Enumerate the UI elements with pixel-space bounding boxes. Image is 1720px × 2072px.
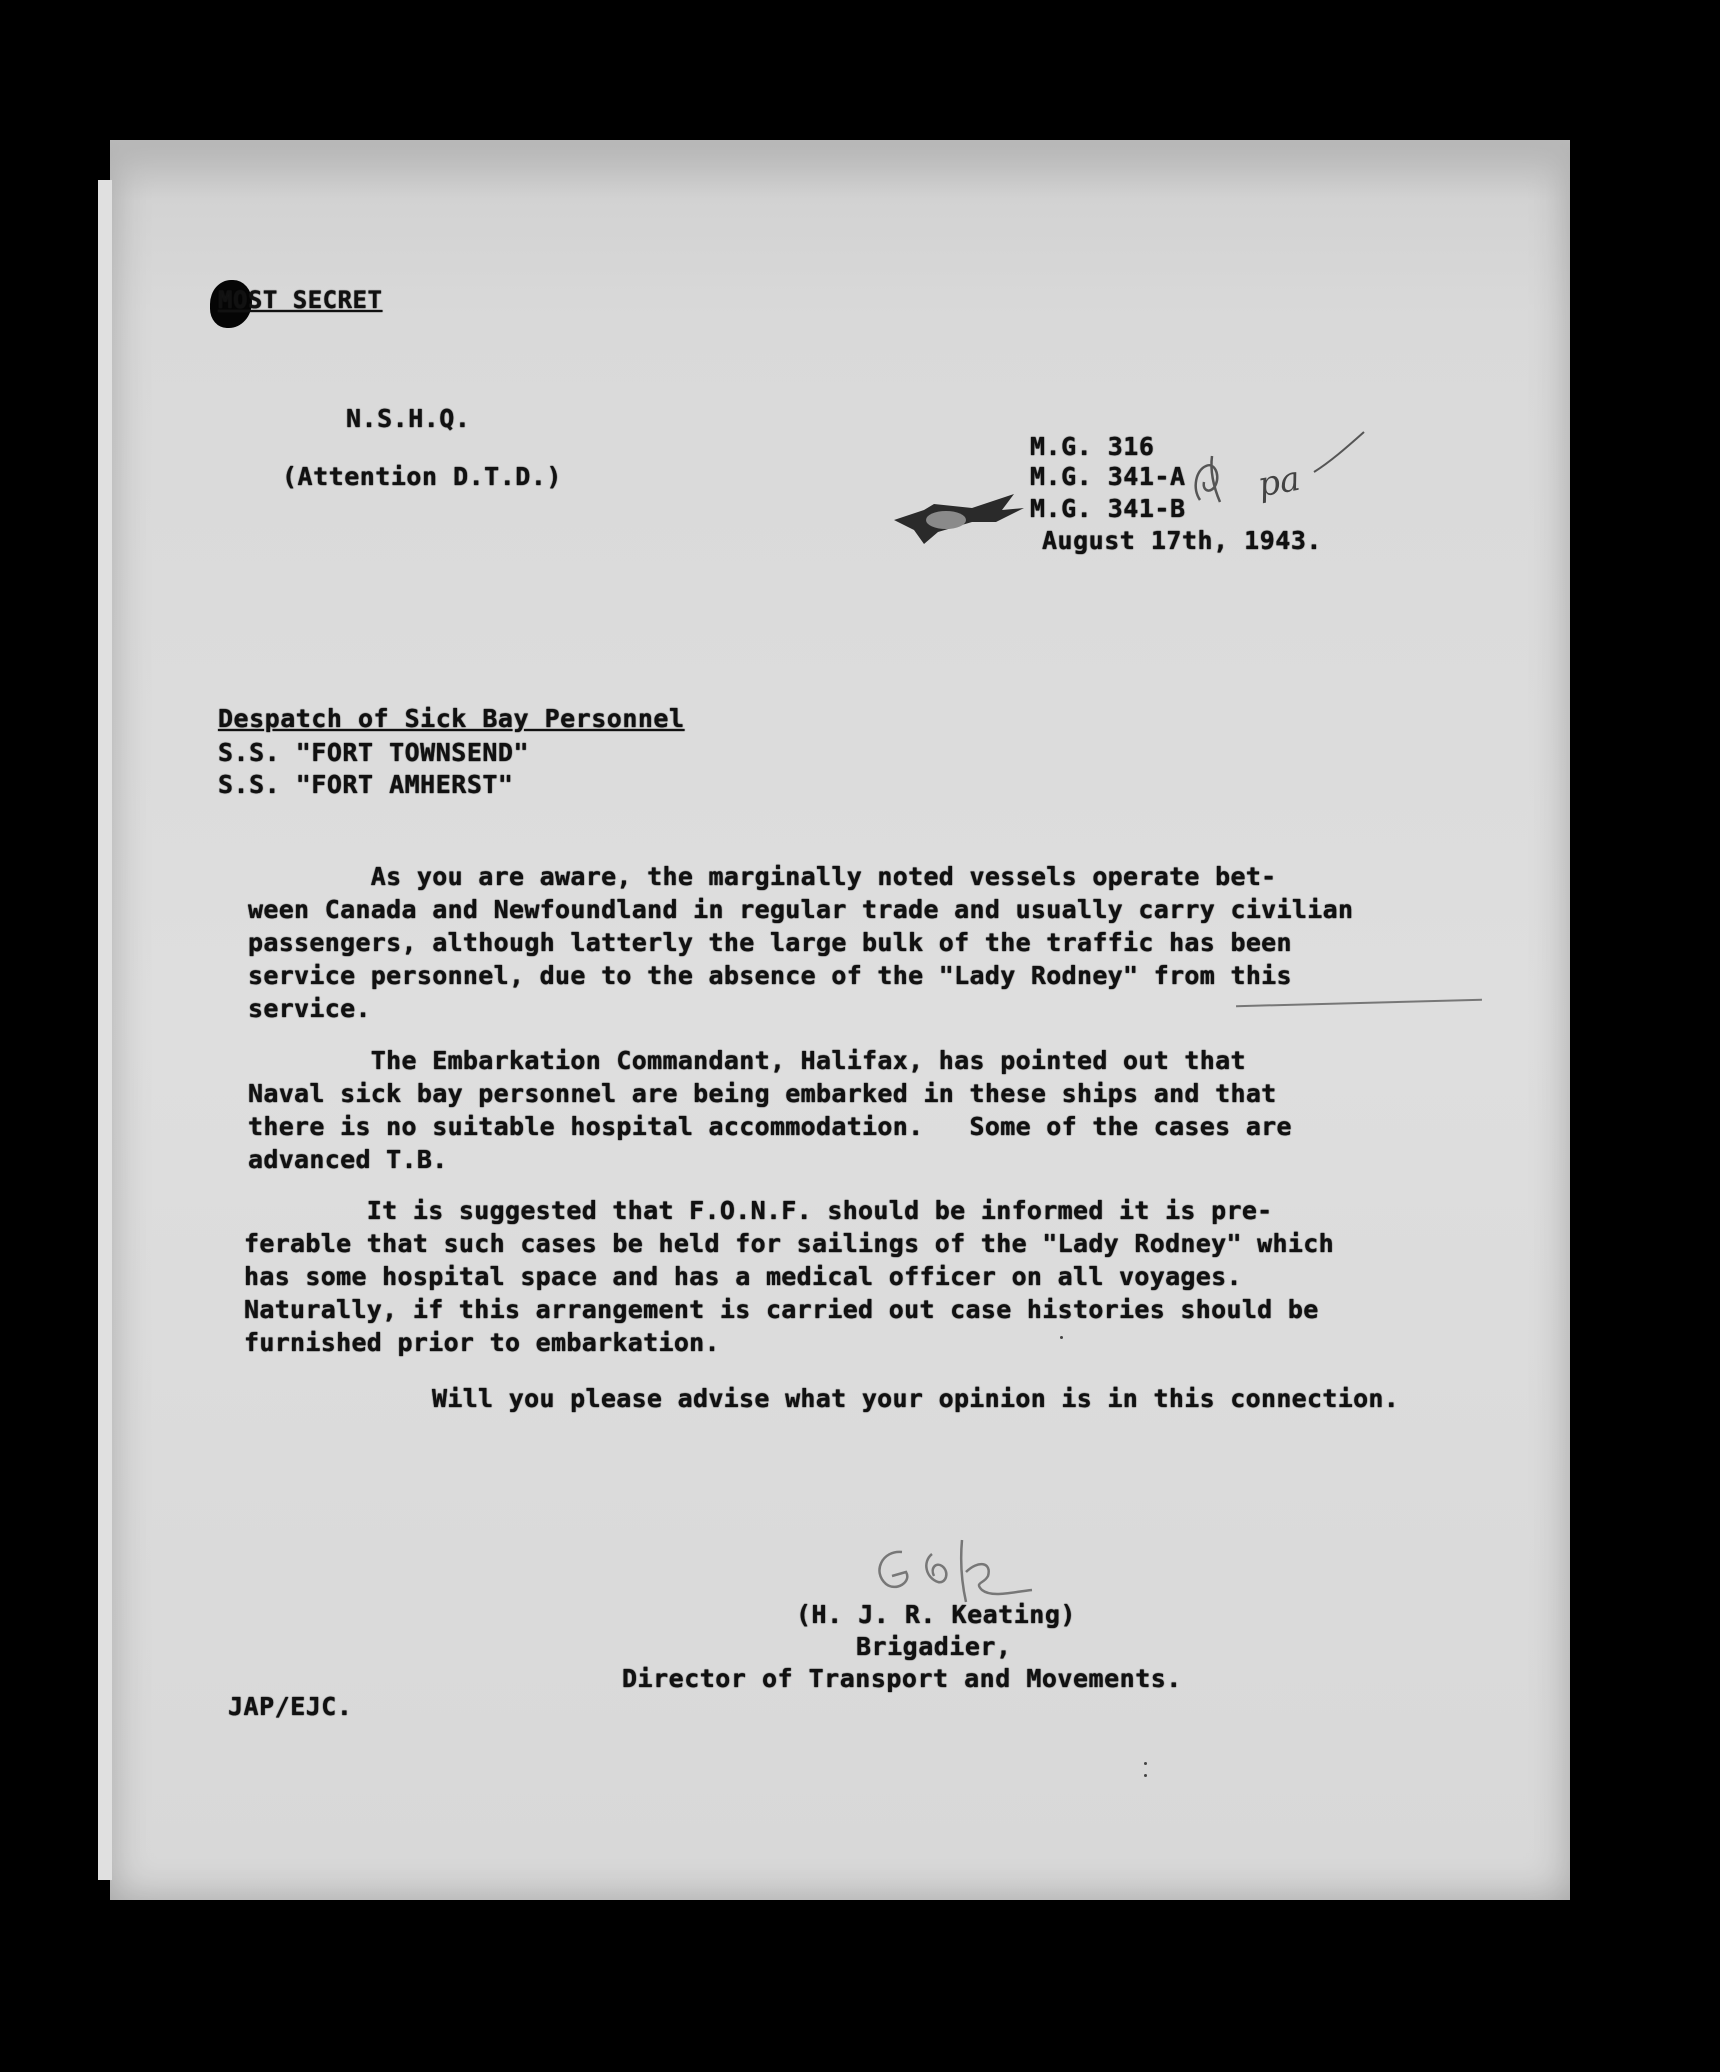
- body-paragraph: As you are aware, the marginally noted vessels operate bet- ween Canada and Newfoundland in regular trade and usually carry civilian passengers, although latterly the large bulk of the traffic has been service personnel, due to the absence of the "Lady Rodney" from this service.: [248, 862, 1354, 1023]
- attention-line: (Attention D.T.D.): [282, 462, 562, 491]
- reference-number: M.G. 341-A: [1030, 462, 1186, 491]
- vessel-name: S.S. "FORT AMHERST": [218, 770, 514, 799]
- subject-line: Despatch of Sick Bay Personnel: [218, 704, 685, 733]
- letter-date: August 17th, 1943.: [1042, 526, 1322, 555]
- reference-number: M.G. 341-B: [1030, 494, 1186, 523]
- body-paragraph: The Embarkation Commandant, Halifax, has pointed out that Naval sick bay personnel are being embarked in these ships and that there is no suitable hospital accommodation. Some of the cases are advanced T.B.: [248, 1046, 1292, 1174]
- handwritten-mark-icon: [1186, 448, 1236, 508]
- typist-initials: JAP/EJC.: [228, 1692, 353, 1721]
- speck: [1144, 1762, 1147, 1765]
- body-paragraph: It is suggested that F.O.N.F. should be informed it is pre- ferable that such cases be held for sailings of the "Lady Rodney" which has some hospital space and has a medical officer on all voyages. Naturally, if this arrangement is carried out case histories should be furnished prior to embarkation.: [244, 1196, 1334, 1357]
- classification-heading: MOST SECRET: [218, 286, 383, 314]
- signatory-title: Director of Transport and Movements.: [622, 1664, 1182, 1693]
- body-paragraph: Will you please advise what your opinion is in this connection.: [432, 1384, 1400, 1413]
- speck: [1144, 1774, 1147, 1777]
- page-edge: [98, 180, 112, 1880]
- handwritten-note: pa: [1254, 458, 1304, 506]
- scan-shadow: [110, 140, 1570, 200]
- handwritten-stroke-icon: [1310, 428, 1370, 478]
- signatory-rank: Brigadier,: [856, 1632, 1012, 1661]
- speck: [1060, 1336, 1063, 1339]
- vessel-name: S.S. "FORT TOWNSEND": [218, 738, 530, 767]
- reference-number: M.G. 316: [1030, 432, 1155, 461]
- signatory-name: (H. J. R. Keating): [796, 1600, 1076, 1629]
- arrow-stamp-icon: [884, 482, 1034, 552]
- addressee: N.S.H.Q.: [346, 404, 471, 433]
